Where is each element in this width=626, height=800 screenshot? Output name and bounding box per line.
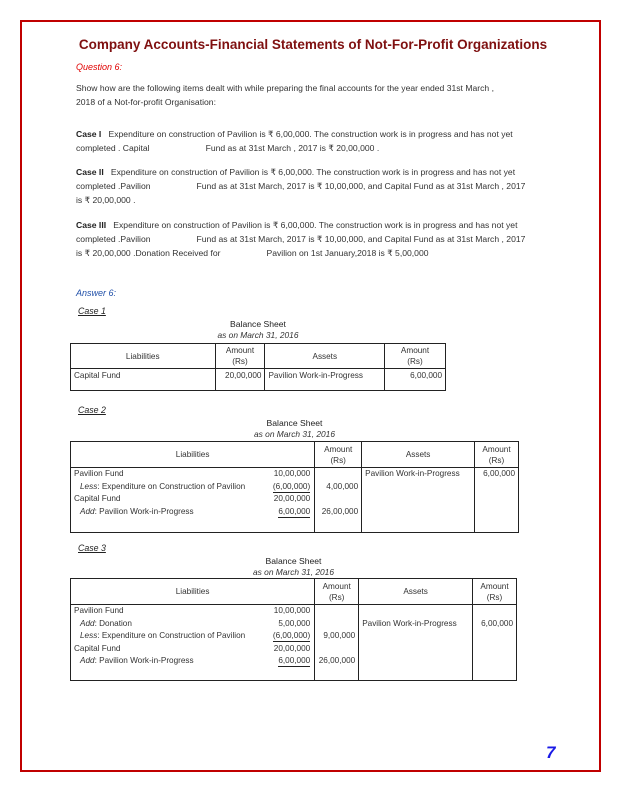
table-row <box>71 468 519 533</box>
case-1-heading: Case 1 <box>78 306 106 316</box>
sub-amount: (6,00,000) <box>272 631 311 640</box>
asset-pavilion-wip: Pavilion Work-in-Progress <box>265 369 385 391</box>
asset-amount: 6,00,000 <box>385 369 446 391</box>
liability-line: Capital Fund 20,00,000 <box>74 643 311 656</box>
case-1-label: Case I <box>76 129 102 139</box>
case-1-line-2a: completed . Capital <box>76 143 150 153</box>
header-amount: Amount (Rs) <box>315 442 362 468</box>
case-1-text <box>76 127 556 155</box>
balance-sheet-date: as on March 31, 2016 <box>252 567 334 577</box>
balance-sheet-table-case-2 <box>70 441 519 533</box>
balance-sheet-title: Balance Sheet <box>265 556 322 566</box>
answer-label: Answer 6: <box>76 288 117 298</box>
case-2-text <box>76 165 556 207</box>
header-amount: Amount (Rs) <box>473 579 517 605</box>
assets-cell <box>359 605 473 681</box>
balance-sheet-title: Balance Sheet <box>230 319 286 329</box>
header-amount: Amount (Rs) <box>215 344 265 369</box>
assets-amount-cell <box>473 605 517 681</box>
asset-amount: 6,00,000 <box>481 618 513 628</box>
liability-line: Add: Pavilion Work-in-Progress 6,00,000 <box>80 506 311 516</box>
table-header-row <box>71 579 517 605</box>
liability-line: Add: Pavilion Work-in-Progress 6,00,000 <box>80 656 311 665</box>
intro-line-2: 2018 of a Not-for-profit Organisation: <box>76 97 216 107</box>
sub-amount: 20,00,000 <box>273 643 311 653</box>
sub-amount: 5,00,000 <box>278 618 311 628</box>
case-1-line-1: Expenditure on construction of Pavilion is ₹ 6,00,000. The construction work is in progress and has not yet <box>108 129 513 139</box>
assets-cell <box>362 468 475 533</box>
assets-amount-cell <box>475 468 519 533</box>
liability-line: Add: Donation 5,00,000 <box>74 618 311 631</box>
sub-amount: 20,00,000 <box>273 494 311 503</box>
case-3-label: Case III <box>76 220 107 230</box>
liabilities-cell <box>71 468 315 533</box>
liability-line: Pavilion Fund 10,00,000 <box>74 605 311 618</box>
header-amount: Amount (Rs) <box>385 344 446 369</box>
question-label: Question 6: <box>76 62 123 72</box>
asset-pavilion-wip: Pavilion Work-in-Progress <box>365 469 460 478</box>
page-number: 7 <box>546 743 556 762</box>
liabilities-amount-cell <box>315 468 362 533</box>
table-row <box>71 605 517 681</box>
header-assets: Assets <box>359 579 473 605</box>
liability-line: Less: Expenditure on Construction of Pavilion (6,00,000) <box>80 481 311 491</box>
page-title: Company Accounts-Financial Statements of Not-For-Profit Organizations <box>78 37 548 52</box>
case-3-heading: Case 3 <box>78 543 106 553</box>
header-amount: Amount (Rs) <box>315 579 359 605</box>
intro-line-1: Show how are the following items dealt with while preparing the final accounts for the year ended 31st March , <box>76 83 494 93</box>
sub-amount: (6,00,000) <box>272 481 311 491</box>
header-liabilities: Liabilities <box>71 579 315 605</box>
liability-amount: 26,00,000 <box>318 656 356 665</box>
liability-amount: 26,00,000 <box>321 506 359 516</box>
asset-pavilion-wip: Pavilion Work-in-Progress <box>362 618 457 628</box>
liability-amount: 4,00,000 <box>326 481 359 491</box>
liability-amount: 9,00,000 <box>323 631 356 640</box>
header-liabilities: Liabilities <box>71 442 315 468</box>
asset-amount: 6,00,000 <box>483 469 515 478</box>
table-header-row <box>71 344 446 369</box>
question-intro <box>76 81 556 109</box>
sub-amount: 10,00,000 <box>273 469 311 478</box>
sub-amount: 10,00,000 <box>273 606 311 615</box>
case-2-label: Case II <box>76 167 104 177</box>
case-3-line-2a: completed .Pavilion <box>76 234 151 244</box>
liability-amount: 20,00,000 <box>215 369 265 391</box>
balance-sheet-date: as on March 31, 2016 <box>217 330 299 340</box>
liability-line: Capital Fund 20,00,000 <box>74 493 311 506</box>
header-assets: Assets <box>362 442 475 468</box>
case-2-line-2b: Fund as at 31st March, 2017 is ₹ 10,00,000, and Capital Fund as at 31st March , 2017 <box>196 181 526 191</box>
header-amount: Amount (Rs) <box>475 442 519 468</box>
case-2-heading: Case 2 <box>78 405 106 415</box>
case-3-line-3b: Pavilion on 1st January,2018 is ₹ 5,00,000 <box>266 248 429 258</box>
balance-sheet-title: Balance Sheet <box>266 418 323 428</box>
liabilities-cell <box>71 605 315 681</box>
case-2-line-3: is ₹ 20,00,000 . <box>76 195 136 205</box>
table-header-row <box>71 442 519 468</box>
case-2-line-2a: completed .Pavilion <box>76 181 151 191</box>
case-3-line-1: Expenditure on construction of Pavilion is ₹ 6,00,000. The construction work is in progress and has not yet <box>113 220 518 230</box>
case-3-text <box>76 218 556 260</box>
case-2-line-1: Expenditure on construction of Pavilion is ₹ 6,00,000. The construction work is in progress and has not yet <box>110 167 516 177</box>
balance-sheet-table-case-1 <box>70 343 446 391</box>
balance-sheet-date: as on March 31, 2016 <box>253 429 335 439</box>
header-assets: Assets <box>265 344 385 369</box>
case-3-line-3a: is ₹ 20,00,000 .Donation Received for <box>76 248 221 258</box>
liability-line: Pavilion Fund 10,00,000 <box>74 468 311 481</box>
header-liabilities: Liabilities <box>71 344 216 369</box>
case-3-line-2b: Fund as at 31st March, 2017 is ₹ 10,00,000, and Capital Fund as at 31st March , 2017 <box>196 234 526 244</box>
balance-sheet-table-case-3 <box>70 578 517 681</box>
table-row <box>71 369 446 391</box>
sub-amount: 6,00,000 <box>278 656 311 665</box>
sub-amount: 6,00,000 <box>278 506 311 516</box>
case-1-line-2b: Fund as at 31st March , 2017 is ₹ 20,00,000 . <box>205 143 380 153</box>
liability-line: Less: Expenditure on Construction of Pavilion (6,00,000) <box>80 631 311 640</box>
liabilities-amount-cell <box>315 605 359 681</box>
liability-capital-fund: Capital Fund <box>71 369 216 391</box>
